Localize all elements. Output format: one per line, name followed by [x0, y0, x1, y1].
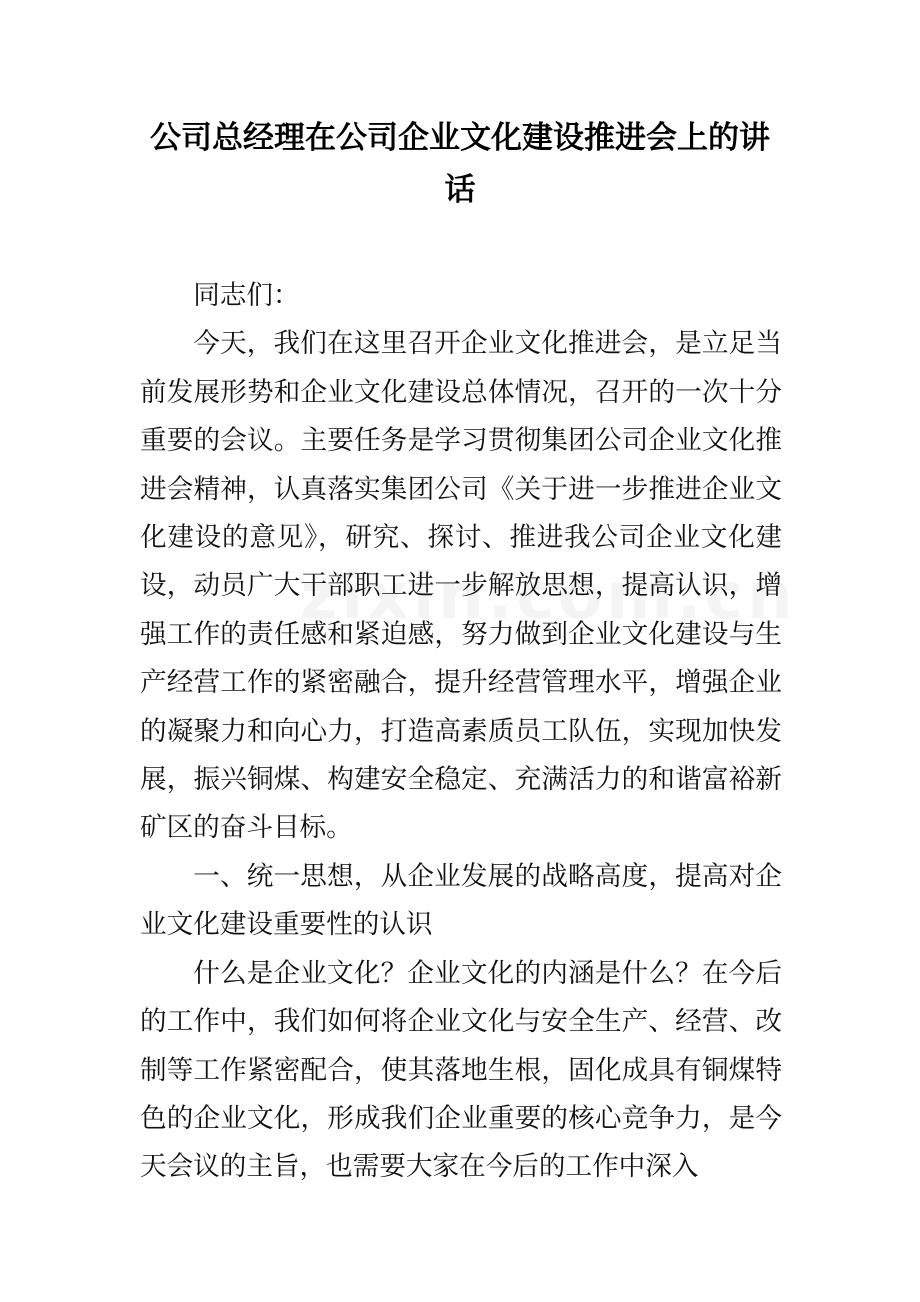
document-title: 公司总经理在公司企业文化建设推进会上的讲话: [150, 120, 770, 208]
section-heading-paragraph: 一、统一思想，从企业发展的战略高度，提高对企业文化建设重要性的认识: [140, 860, 782, 941]
salutation-paragraph: 同志们：: [193, 280, 300, 311]
intro-paragraph: 今天，我们在这里召开企业文化推进会，是立足当前发展形势和企业文化建设总体情况，召开的一次十分重要的会议。主要任务是学习贯彻集团公司企业文化推进会精神，认真落实集团公司《关于进一步推进企业文化建设的意见》，研究、探讨、推进我公司企业文化建设，动员广大干部职工进一步解放思想，提高认识，增强工作的责任感和紧迫感，努力做到企业文化建设与生产经营工作的紧密融合，提升经营管理水平，增强企业的凝聚力和向心力，打造高素质员工队伍，实现加快发展，振兴铜煤、构建安全稳定、充满活力的和谐富裕新矿区的奋斗目标。: [140, 328, 782, 844]
section-body-paragraph: 什么是企业文化？企业文化的内涵是什么？在今后的工作中，我们如何将企业文化与安全生产、经营、改制等工作紧密配合，使其落地生根，固化成具有铜煤特色的企业文化，形成我们企业重要的核心竞争力，是今天会议的主旨，也需要大家在今后的工作中深入: [140, 957, 782, 1183]
document-body: [140, 272, 782, 1192]
